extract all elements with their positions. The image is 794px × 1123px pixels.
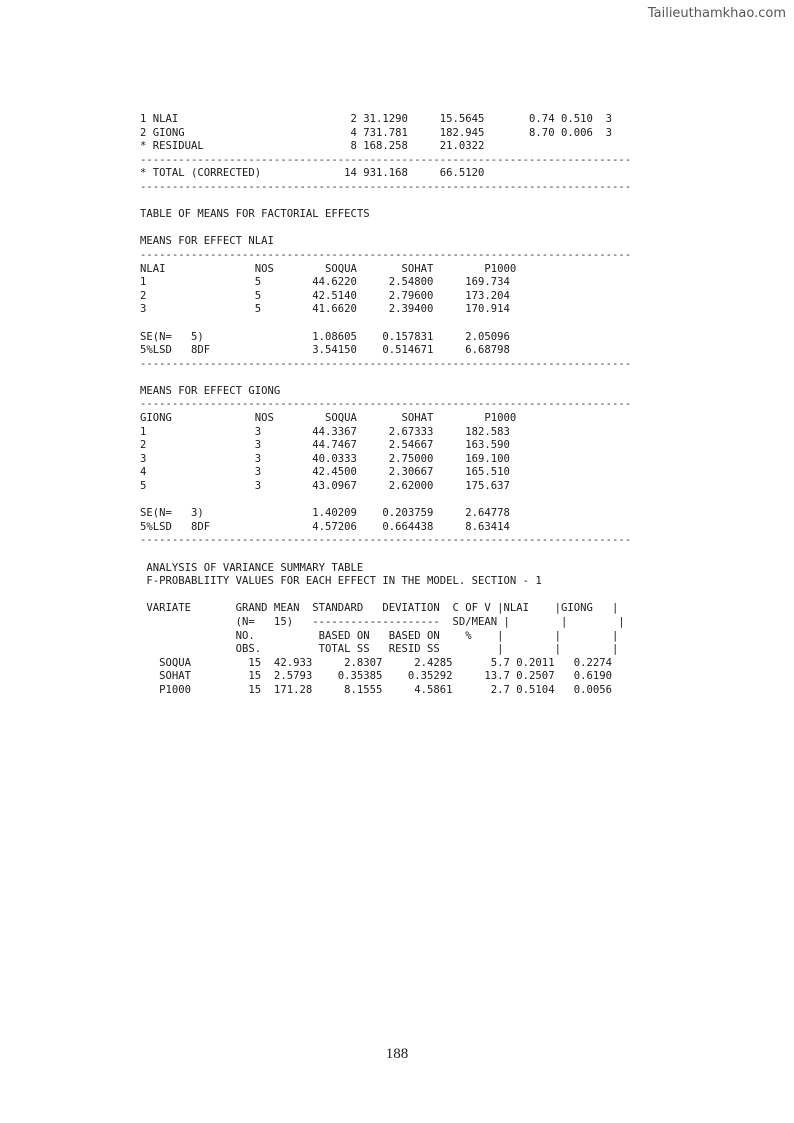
report-line: NLAI NOS SOQUA SOHAT P1000 <box>140 262 517 275</box>
separator-line: ----------------------------------------------------------------------------- <box>140 357 632 370</box>
report-line: MEANS FOR EFFECT NLAI <box>140 235 274 248</box>
report-line: NO. BASED ON BASED ON % | | | <box>140 629 619 642</box>
report-line: 5%LSD 8DF 4.57206 0.664438 8.63414 <box>140 520 510 533</box>
report-line: * RESIDUAL 8 168.258 21.0322 <box>140 140 485 153</box>
report-line: 3 5 41.6620 2.39400 170.914 <box>140 303 510 316</box>
report-line: SOHAT 15 2.5793 0.35385 0.35292 13.7 0.2507 0.6190 <box>140 670 612 683</box>
separator-line: ----------------------------------------------------------------------------- <box>140 248 632 261</box>
report-line: 5 3 43.0967 2.62000 175.637 <box>140 480 510 493</box>
report-line: (N= 15) -------------------- SD/MEAN | | | <box>140 615 625 628</box>
blank-line <box>140 195 631 209</box>
watermark: Tailieuthamkhao.com <box>647 6 786 21</box>
report-line: 5%LSD 8DF 3.54150 0.514671 6.68798 <box>140 344 510 357</box>
blank-line <box>140 317 631 331</box>
report-line: 3 3 40.0333 2.75000 169.100 <box>140 452 510 465</box>
report-line: 1 3 44.3367 2.67333 182.583 <box>140 425 510 438</box>
report-line: 2 GIONG 4 731.781 182.945 8.70 0.006 3 <box>140 126 612 139</box>
report-line: OBS. TOTAL SS RESID SS | | | <box>140 643 619 656</box>
blank-line <box>140 222 631 236</box>
report-line: VARIATE GRAND MEAN STANDARD DEVIATION C OF V |NLAI |GIONG | <box>140 602 619 615</box>
report-line: SE(N= 5) 1.08605 0.157831 2.05096 <box>140 330 510 343</box>
report-line: 1 NLAI 2 31.1290 15.5645 0.74 0.510 3 <box>140 113 612 125</box>
report-line: F-PROBABLIITY VALUES FOR EACH EFFECT IN THE MODEL. SECTION - 1 <box>140 575 542 588</box>
separator-line: ----------------------------------------------------------------------------- <box>140 153 632 166</box>
report-line: MEANS FOR EFFECT GIONG <box>140 384 281 397</box>
report-line: ANALYSIS OF VARIANCE SUMMARY TABLE <box>140 561 364 574</box>
report-line: * TOTAL (CORRECTED) 14 931.168 66.5120 <box>140 167 485 180</box>
report-line: 2 3 44.7467 2.54667 163.590 <box>140 439 510 452</box>
report-line: SE(N= 3) 1.40209 0.203759 2.64778 <box>140 507 510 520</box>
report-line: 4 3 42.4500 2.30667 165.510 <box>140 466 510 479</box>
blank-line <box>140 589 631 603</box>
anova-report <box>140 113 631 698</box>
report-line: 2 5 42.5140 2.79600 173.204 <box>140 289 510 302</box>
blank-line <box>140 371 631 385</box>
separator-line: ----------------------------------------------------------------------------- <box>140 180 632 193</box>
separator-line: ----------------------------------------------------------------------------- <box>140 534 632 547</box>
page-number: 188 <box>385 1046 409 1062</box>
report-line: SOQUA 15 42.933 2.8307 2.4285 5.7 0.2011 0.2274 <box>140 656 612 669</box>
report-line: TABLE OF MEANS FOR FACTORIAL EFFECTS <box>140 208 370 221</box>
report-line: 1 5 44.6220 2.54800 169.734 <box>140 276 510 289</box>
report-line: GIONG NOS SOQUA SOHAT P1000 <box>140 412 517 425</box>
blank-line <box>140 494 631 508</box>
separator-line: ----------------------------------------------------------------------------- <box>140 398 632 411</box>
report-line: P1000 15 171.28 8.1555 4.5861 2.7 0.5104 0.0056 <box>140 683 612 696</box>
blank-line <box>140 548 631 562</box>
